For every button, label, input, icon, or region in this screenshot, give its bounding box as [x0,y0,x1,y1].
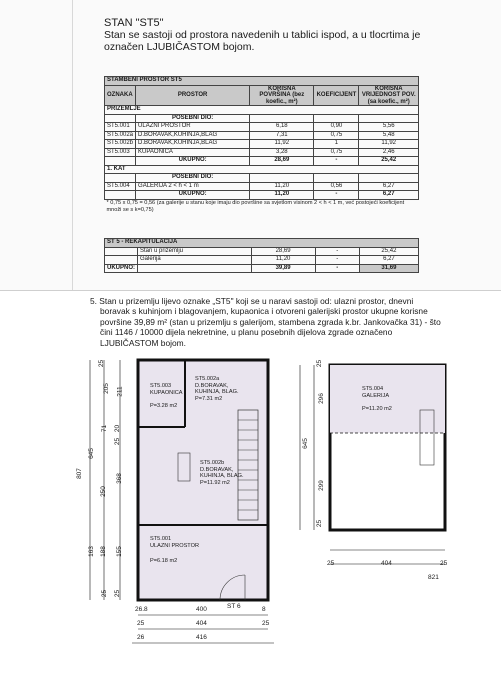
cell: - [315,264,359,273]
dimension: 807 [75,468,83,479]
cell: - [315,247,359,256]
dimension: 25 [316,519,324,528]
cell: ST5.001 [105,123,136,132]
table-row [105,182,419,191]
dimension: 645 [87,448,95,459]
cell: 28,69 [250,157,314,166]
dimension: 25 [316,359,324,368]
room-area: P=3.28 m2 [150,403,178,409]
dimension: 299 [317,480,325,491]
room-area: P=11.92 m2 [200,479,230,486]
table-row [105,148,419,157]
room-name: KUPAONICA [150,389,183,396]
description-paragraph [90,296,475,348]
room-name: D.BORAVAK, [200,466,234,473]
cell: D.BORAVAK,KUHINJA,BLAG [136,131,250,140]
cell: ST5.002b [105,140,136,149]
col-header: KORISNA POVRŠINA (bez koefic., m²) [250,85,314,106]
dimension: 71 [101,424,109,433]
dimension: 25 [101,589,109,598]
cell: UKUPNO: [136,191,250,200]
cell: 31,69 [359,264,418,273]
cell: 1 [314,140,359,149]
col-header: PROSTOR [136,85,250,106]
paragraph-line: čini 1146 / 10000 dijela nekretnine, u planu posebnih dijelova zgrade označeno [100,327,393,338]
cell: 6,27 [359,182,419,191]
dimension: 8 [262,606,266,613]
cell: 0,75 [314,131,359,140]
plan-label-st6: ST 6 [227,603,241,610]
dimension: 155 [115,546,123,557]
dimension: 25 [327,560,335,567]
cell: - [314,157,359,166]
cell: 5,56 [359,123,419,132]
dimension: 20 [114,424,122,433]
room-area: P=11.20 m2 [362,406,392,412]
col-header: KORISNA VRIJEDNOST POV. (sa koefic., m²) [359,85,419,106]
recap-table [104,238,419,273]
cell: KUPAONICA [136,148,250,157]
dimension: 211 [116,386,124,397]
room-label-st5-002a [195,376,239,402]
cell: ST5.004 [105,182,136,191]
dimension: 188 [99,546,107,557]
dimension: 26 [137,634,145,641]
room-label-st5-001 [150,536,199,565]
room-code: ST5.001 [150,536,172,542]
page-margin-line [72,0,73,300]
dimension: 404 [196,620,207,627]
room-label-st5-003 [150,383,183,410]
cell: 25,42 [359,247,418,256]
cell: 11,20 [250,191,314,200]
table-row [105,131,419,140]
cell: 11,20 [250,182,314,191]
cell: - [314,191,359,200]
paragraph-line: LJUBIČASTOM bojom. [100,337,186,348]
room-code: ST5.003 [150,383,172,389]
room-name: D.BORAVAK, [195,382,229,389]
room-code: ST5.004 [362,386,384,392]
area-table [104,76,419,214]
dimension: 368 [115,473,123,484]
table-row [105,247,419,256]
heading-title: STAN "ST5" [104,17,164,29]
cell: Stan u prizemlju [138,247,252,256]
cell: 11,92 [359,140,419,149]
cell: 0,56 [314,182,359,191]
col-header: OZNAKA [105,85,136,106]
table-row [105,140,419,149]
cell: 25,42 [359,157,419,166]
room-label-st5-004 [362,386,392,413]
section-label: PRIZEMLJE [105,106,419,115]
dimension: 25 [440,560,448,567]
cell: UKUPNO: [136,157,250,166]
dimension: 25 [98,359,106,368]
cell: 7,31 [250,131,314,140]
dimension: 400 [196,606,207,613]
table-row [105,123,419,132]
total-row [105,191,419,200]
dimension: 404 [381,560,392,567]
room-name: KUHINJA, BLAG. [200,473,244,479]
cell: ST5.002a [105,131,136,140]
document-heading [104,17,424,53]
cell: 6,27 [359,256,418,265]
cell: 2,46 [359,148,419,157]
dimension: 205 [102,383,110,394]
room-area: P=7.31 m2 [195,395,223,402]
cell: Galerija [138,256,252,265]
col-header: KOEFICIJENT [314,85,359,106]
dimension: 645 [301,438,309,449]
cell: - [315,256,359,265]
cell: ST5.003 [105,148,136,157]
cell: 11,20 [251,256,315,265]
cell: 0,90 [314,123,359,132]
heading-line-2: Stan se sastoji od prostora navedenih u tablici ispod, a u tlocrtima je [104,29,421,41]
dimension: 821 [428,574,439,581]
room-area: P=6.18 m2 [150,558,178,564]
cell: 6,18 [250,123,314,132]
table-row [105,256,419,265]
room-code: ST5.002b [200,460,225,466]
dimension: 25 [114,589,122,598]
table-title: STAMBENI PROSTOR ST5 [105,77,419,86]
table-footnote: * 0,75 x 0,75 = 0,56 (za galerije u stanu koje imaju dio površine sa svjetlom visinom 2 < h < 1 m, već postojeći koeficijent množi se s k=0,75) [106,199,405,213]
total-row [105,157,419,166]
room-name: GALERIJA [362,392,390,399]
cell: ULAZNI PROSTOR [136,123,250,132]
subsection-label: POSEBNI DIO: [136,174,250,183]
dimension: 25 [137,620,145,627]
cell: 5,48 [359,131,419,140]
table-title: ST 5 - REKAPITULACIJA [105,239,419,248]
cell: 6,27 [359,191,419,200]
cell: 28,69 [251,247,315,256]
dimension: 25 [114,437,122,446]
dimension: 416 [196,634,207,641]
total-row [105,264,419,273]
cell: 39,89 [251,264,315,273]
cell: 11,92 [250,140,314,149]
subsection-label: POSEBNI DIO: [136,114,250,123]
dimension: 26.8 [135,606,148,613]
cell: 3,28 [250,148,314,157]
cell: 0,75 [314,148,359,157]
paragraph-line: boravak s kuhinjom i blagovanjem, kupaonica i otvoreni galerijski prostor ukupne korisne [100,306,428,317]
room-label-st5-002b [200,460,244,486]
section-label: 1. KAT [105,165,419,174]
dimension: 25 [262,620,270,627]
paragraph-line: 5. Stan u prizemlju lijevo oznake „ST5" koji se u naravi sastoji od: ulazni prostor, dnevni [90,296,414,306]
room-name: ULAZNI PROSTOR [150,542,200,549]
cell: GALERIJA 2 < h < 1 m [136,182,250,191]
room-code: ST5.002a [195,376,220,382]
dimension: 163 [87,546,95,557]
heading-line-3: označen LJUBIČASTOM bojom. [104,41,255,53]
room-name: KUHINJA, BLAG. [195,389,239,395]
dimension: 296 [317,393,325,404]
cell: UKUPNO: [105,264,138,273]
cell: D.BORAVAK,KUHINJA,BLAG [136,140,250,149]
paragraph-line: površine 39,89 m² (stan u prizemlju s galerijom, stambena zgrada k.br. Jankovačka 31) - što [100,316,441,327]
dimension: 250 [99,486,107,497]
